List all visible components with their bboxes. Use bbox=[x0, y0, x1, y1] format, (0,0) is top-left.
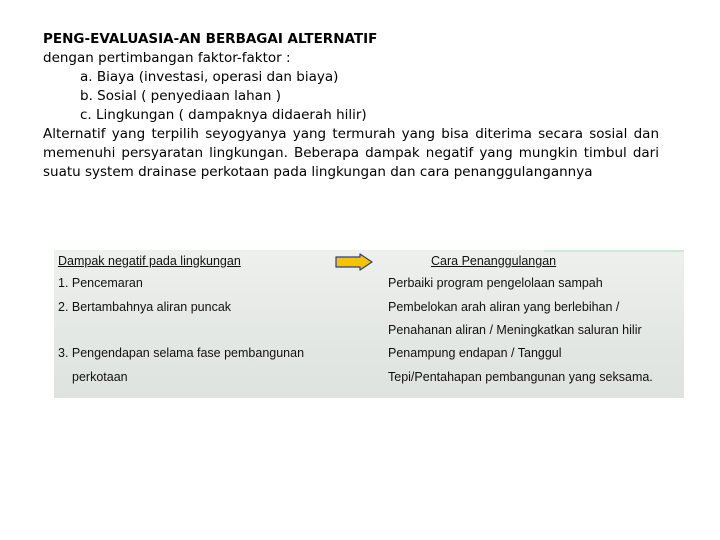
impact-item-2: 2. Bertambahnya aliran puncak bbox=[58, 300, 232, 314]
mitigation-item-2: Pembelokan arah aliran yang berlebihan / bbox=[388, 300, 620, 314]
table-top-accent bbox=[544, 250, 684, 252]
mitigation-item-2-cont: Penahanan aliran / Meningkatkan saluran hilir bbox=[388, 323, 642, 337]
mitigation-item-3: Penampung endapan / Tanggul bbox=[388, 346, 562, 360]
right-column-header: Cara Penanggulangan bbox=[431, 254, 557, 268]
factor-item-c: c. Lingkungan ( dampaknya didaerah hilir) bbox=[80, 107, 367, 123]
factor-item-a: a. Biaya (investasi, operasi dan biaya) bbox=[80, 69, 339, 85]
left-column-header: Dampak negatif pada lingkungan bbox=[58, 254, 241, 268]
impact-item-3-cont: perkotaan bbox=[72, 370, 128, 384]
mitigation-item-1: Perbaiki program pengelolaan sampah bbox=[388, 276, 603, 290]
intro-line: dengan pertimbangan faktor-faktor : bbox=[43, 50, 291, 66]
impact-item-3: 3. Pengendapan selama fase pembangunan bbox=[58, 346, 305, 360]
right-arrow-icon bbox=[335, 253, 373, 271]
factor-item-b: b. Sosial ( penyediaan lahan ) bbox=[80, 88, 282, 104]
alternative-paragraph: Alternatif yang terpilih seyogyanya yang termurah yang bisa diterima secara sosial dan memenuhi persyaratan lingkungan. Beberapa dampak negatif yang mungkin timbul dari suatu system drainase perkotaan pada lingkungan dan cara penanggulangannya bbox=[43, 126, 659, 180]
arrow-shape bbox=[336, 254, 372, 270]
slide-text-block bbox=[43, 30, 659, 182]
impact-mitigation-table bbox=[54, 250, 684, 398]
slide-title: PENG-EVALUASIA-AN BERBAGAI ALTERNATIF bbox=[43, 31, 378, 47]
impact-item-1: 1. Pencemaran bbox=[58, 276, 143, 290]
mitigation-item-3-cont: Tepi/Pentahapan pembangunan yang seksama. bbox=[388, 370, 653, 384]
